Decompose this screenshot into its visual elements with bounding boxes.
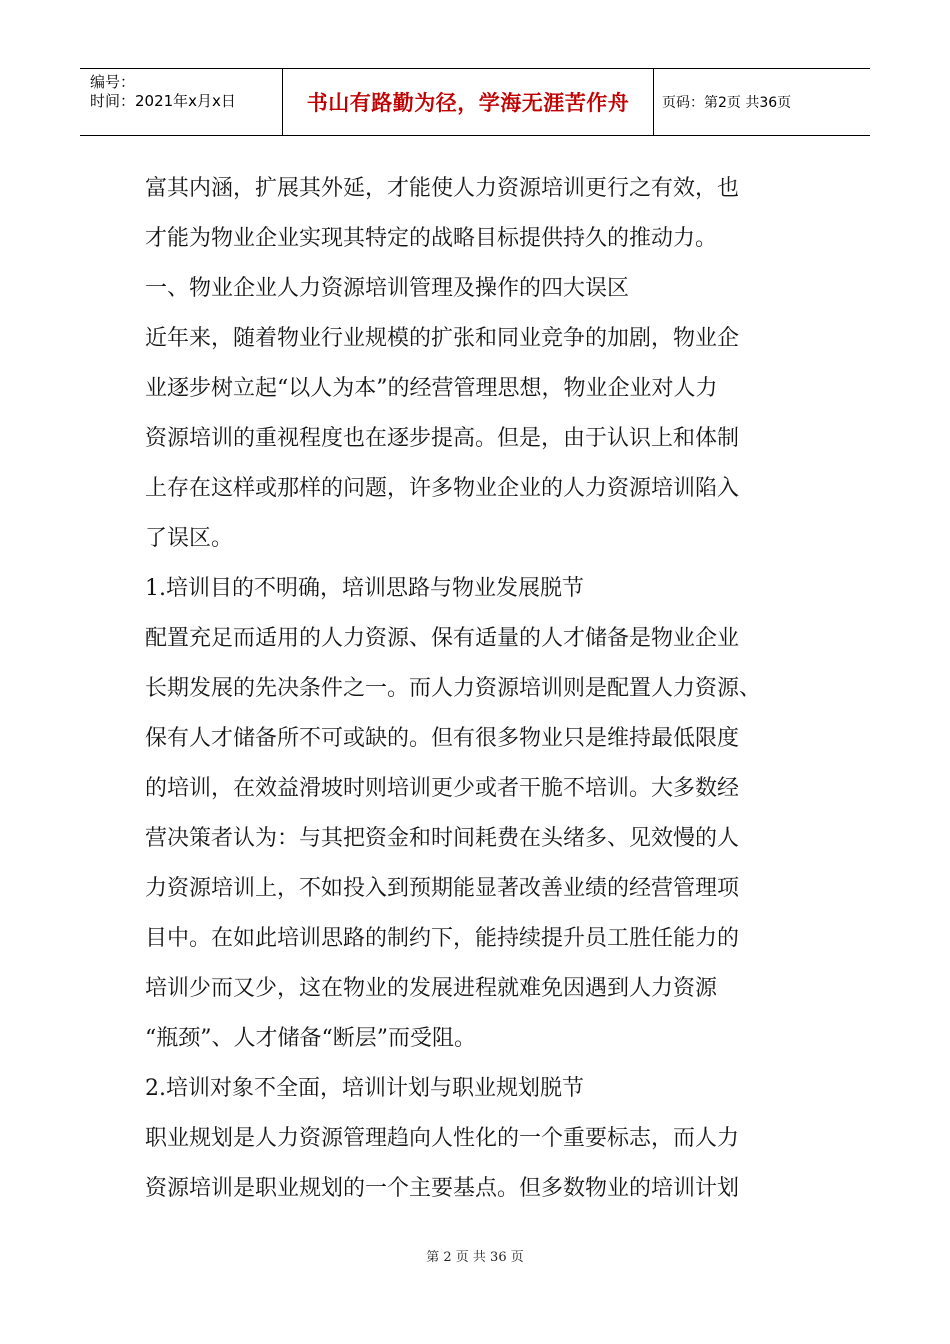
- page-footer: 第 2 页 共 36 页: [426, 1250, 524, 1265]
- header-meta-cell: [80, 69, 282, 135]
- document-number-label: 编号：: [90, 73, 136, 91]
- document-time-label: 时间：2021年x月x日: [90, 92, 236, 110]
- body-line: 才能为物业企业实现其特定的战略目标提供持久的推动力。: [145, 226, 718, 251]
- subsection-heading: 1.培训目的不明确，培训思路与物业发展脱节: [145, 576, 584, 601]
- body-line: 职业规划是人力资源管理趋向人性化的一个重要标志，而人力: [145, 1126, 740, 1151]
- body-line: 近年来，随着物业行业规模的扩张和同业竞争的加剧，物业企: [145, 326, 740, 351]
- body-line: 资源培训是职业规划的一个主要基点。但多数物业的培训计划: [145, 1176, 740, 1201]
- body-line: 业逐步树立起“以人为本”的经营管理思想，物业企业对人力: [145, 376, 718, 401]
- body-line: 营决策者认为：与其把资金和时间耗费在头绪多、见效慢的人: [145, 826, 740, 851]
- header-motto: 书山有路勤为径，学海无涯苦作舟: [282, 69, 654, 135]
- body-line: 保有人才储备所不可或缺的。但有很多物业只是维持最低限度: [145, 726, 740, 751]
- body-line: 目中。在如此培训思路的制约下，能持续提升员工胜任能力的: [145, 926, 740, 951]
- body-line: 上存在这样或那样的问题，许多物业企业的人力资源培训陷入: [145, 476, 740, 501]
- body-line: 资源培训的重视程度也在逐步提高。但是，由于认识上和体制: [145, 426, 740, 451]
- body-line: “瓶颈”、人才储备“断层”而受阻。: [145, 1026, 476, 1051]
- body-line: 配置充足而适用的人力资源、保有适量的人才储备是物业企业: [145, 626, 740, 651]
- subsection-heading: 2.培训对象不全面，培训计划与职业规划脱节: [145, 1076, 584, 1101]
- body-line: 力资源培训上，不如投入到预期能显著改善业绩的经营管理项: [145, 876, 740, 901]
- document-header: [80, 68, 870, 136]
- section-heading: 一、物业企业人力资源培训管理及操作的四大误区: [145, 276, 630, 301]
- body-line: 的培训，在效益滑坡时则培训更少或者干脆不培训。大多数经: [145, 776, 740, 801]
- document-body: [145, 164, 817, 1214]
- body-line: 长期发展的先决条件之一。而人力资源培训则是配置人力资源、: [145, 676, 762, 701]
- body-line: 富其内涵，扩展其外延，才能使人力资源培训更行之有效，也: [145, 176, 740, 201]
- body-line: 了误区。: [145, 526, 234, 551]
- body-line: 培训少而又少，这在物业的发展进程就难免因遇到人力资源: [145, 976, 718, 1001]
- header-page-info: 页码：第2页 共36页: [662, 95, 792, 111]
